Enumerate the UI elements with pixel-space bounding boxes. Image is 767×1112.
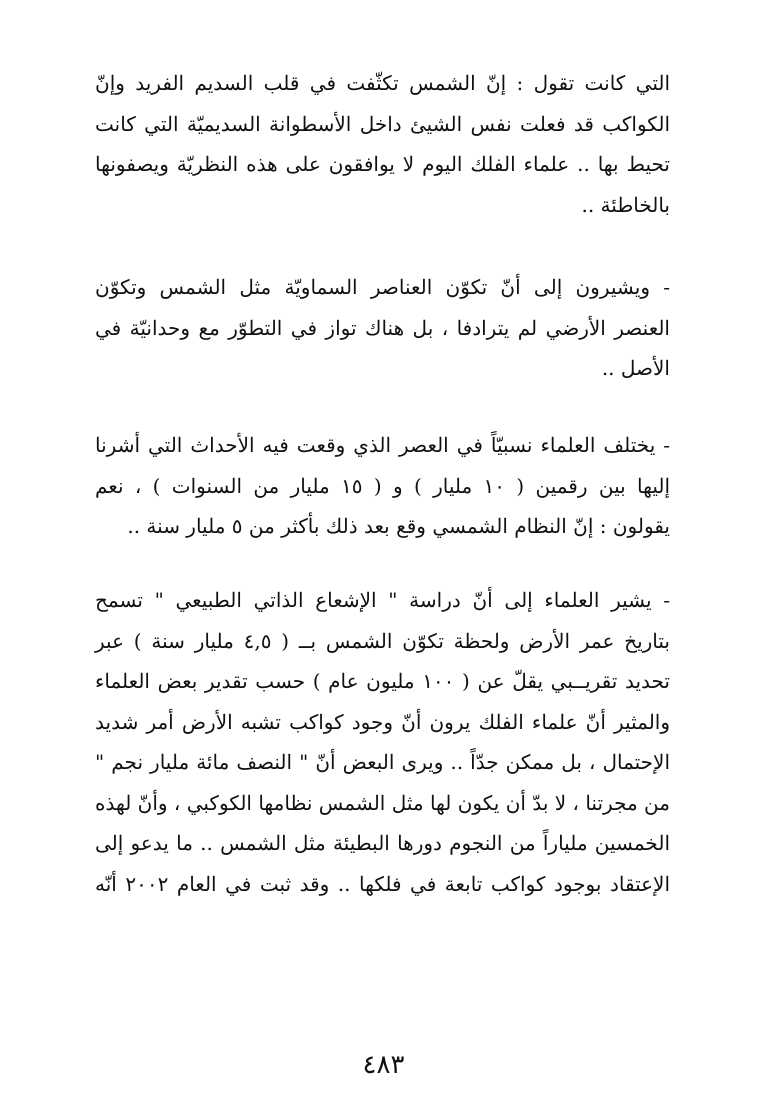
- text-line: بالخاطئة ..: [581, 192, 670, 217]
- paragraph-3: [95, 425, 670, 547]
- text-line: - ويشيرون إلى أنّ تكوّن العناصر السماويّة مثل الشمس وتكوّن: [95, 275, 670, 299]
- text-line: من مجرتنا ، لا بدّ أن يكون لها مثل الشمس نظامها الكوكبي ، وأنّ لهذه: [95, 790, 670, 815]
- text-line: يقولون : إنّ النظام الشمسي وقع بعد ذلك بأكثر من ٥ مليار سنة ..: [127, 514, 670, 538]
- text-line: - يختلف العلماء نسبيّاً في العصر الذي وقعت فيه الأحداث التي أشرنا: [95, 433, 671, 457]
- text-line: - يشير العلماء إلى أنّ دراسة " الإشعاع الذاتي الطبيعي " تسمح: [95, 588, 670, 612]
- paragraph-1: [95, 63, 670, 225]
- paragraph-2: [95, 267, 670, 389]
- page-number: ٤٨٣: [362, 1050, 405, 1080]
- text-line: الإعتقاد بوجود كواكب تابعة في فلكها .. وقد ثبت في العام ٢٠٠٢ أنّه: [95, 871, 670, 896]
- text-line: والمثير أنّ علماء الفلك يرون أنّ وجود كواكب تشبه الأرض أمر شديد: [95, 709, 670, 734]
- text-line: بتاريخ عمر الأرض ولحظة تكوّن الشمس بــ ( ٤,٥ مليار سنة ) عبر: [95, 628, 670, 653]
- paragraph-4: [95, 580, 670, 904]
- text-line: الإحتمال ، بل ممكن جدّاً .. ويرى البعض أنّ " النصف مائة مليار نجم ": [95, 750, 670, 774]
- text-line: التي كانت تقول : إنّ الشمس تكثّفت في قلب السديم الفريد وإنّ: [95, 71, 670, 95]
- text-line: الخمسين ملياراً من النجوم دورها البطيئة مثل الشمس .. ما يدعو إلى: [95, 831, 670, 855]
- text-line: تحيط بها .. علماء الفلك اليوم لا يوافقون على هذه النظريّة ويصفونها: [95, 152, 670, 176]
- text-line: الأصل ..: [601, 356, 670, 380]
- text-line: إليها بين رقمين ( ١٠ مليار ) و ( ١٥ مليار من السنوات ) ، نعم: [95, 473, 670, 498]
- text-line: الكواكب قد فعلت نفس الشيئ داخل الأسطوانة السديميّة التي كانت: [95, 111, 670, 136]
- text-line: العنصر الأرضي لم يترادفا ، بل هناك تواز في التطوّر مع وحدانيّة في: [95, 315, 670, 340]
- text-line: تحديد تقريــبي يقلّ عن ( ١٠٠ مليون عام ) حسب تقدير بعض العلماء: [95, 669, 670, 693]
